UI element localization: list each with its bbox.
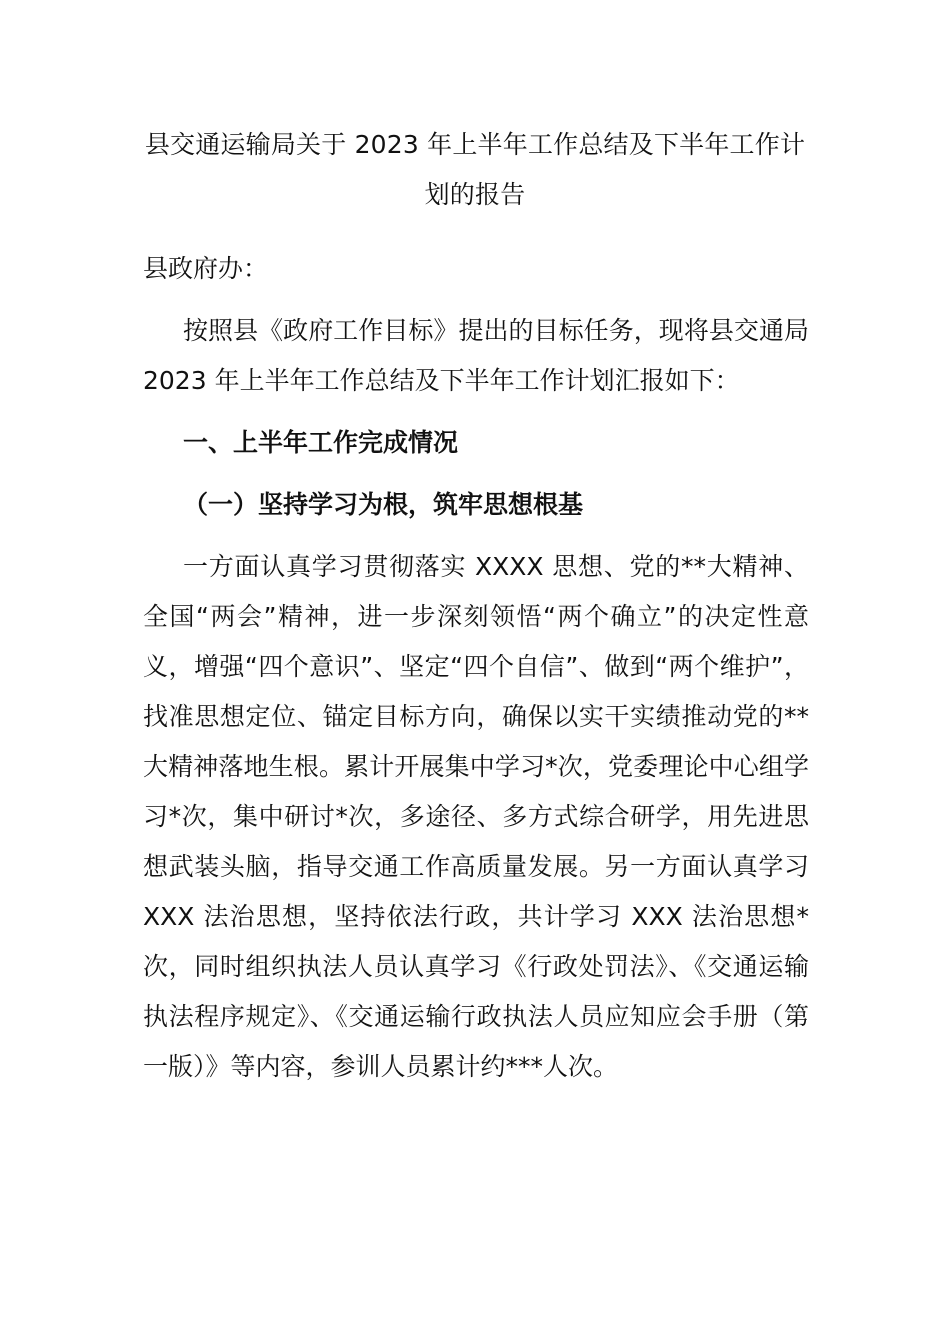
document-title: 县交通运输局关于 2023 年上半年工作总结及下半年工作计划的报告 (144, 130, 806, 209)
subsection-heading: （一）坚持学习为根，筑牢思想根基 (183, 490, 584, 519)
body-paragraph: 一方面认真学习贯彻落实 XXXX 思想、党的**大精神、全国“两会”精神，进一步深刻领悟“两个确立”的决定性意义，增强“四个意识”、坚定“四个自信”、做到“两个维护”，找准思想定位、锚定目标方向，确保以实干实绩推动党的**大精神落地生根。累计开展集中学习*次，党委理论中心组学习*次，集中研讨*次，多途径、多方式综合研学，用先进思想武装头脑，指导交通工作高质量发展。另一方面认真学习 XXX 法治思想，坚持依法行政，共计学习 XXX 法治思想*次，同时组织执法人员认真学习《行政处罚法》、《交通运输执法程序规定》、《交通运输行政执法人员应知应会手册（第一版）》等内容，参训人员累计约***人次。 (143, 552, 809, 1081)
salutation: 县政府办： (143, 254, 269, 283)
intro-paragraph: 按照县《政府工作目标》提出的目标任务，现将县交通局 2023 年上半年工作总结及下半年工作计划汇报如下： (143, 316, 809, 395)
section-heading: 一、上半年工作完成情况 (183, 428, 459, 457)
